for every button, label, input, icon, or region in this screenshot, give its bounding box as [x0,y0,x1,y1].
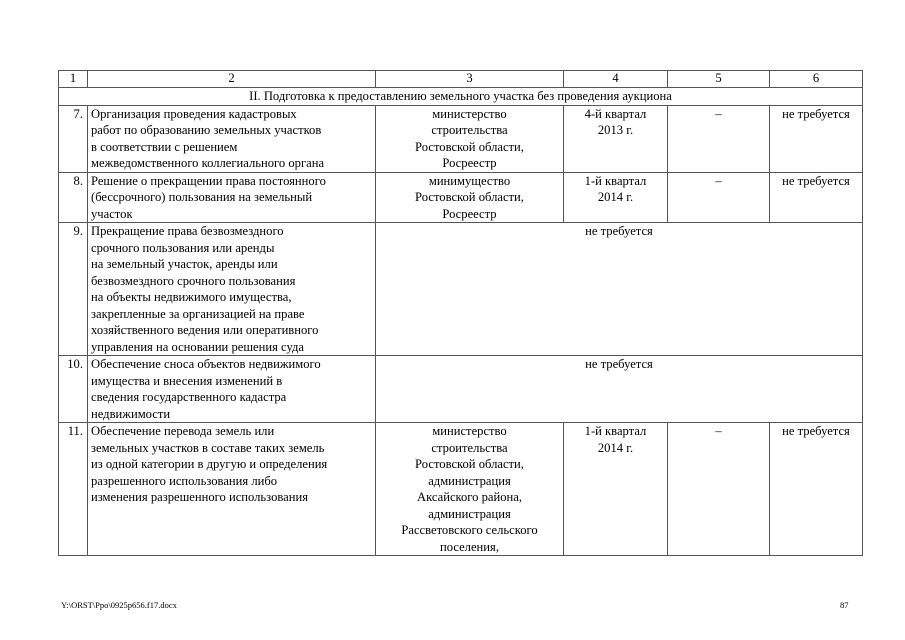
task-line: сведения государственного кадастра [91,390,287,404]
task-line: работ по образованию земельных участков [91,123,322,137]
col5-cell: – [668,105,770,172]
responsible-line: поселения, [440,539,499,554]
responsible-cell [376,423,564,556]
col6-cell: не требуется [770,172,863,223]
responsible-line: Росреестр [442,156,497,170]
merged-cell: не требуется [376,356,863,423]
task-line: в соответствии с решением [91,139,238,154]
responsible-line: администрация [428,506,511,521]
responsible-cell [376,105,564,172]
task-cell [88,105,376,172]
task-line: безвозмездного срочного пользования [91,273,296,288]
task-line: межведомственного коллегиального органа [91,156,325,170]
period-line: 2014 г. [597,190,634,204]
table-row [59,105,863,172]
row-number: 7. [59,105,88,172]
responsible-line: министерство [432,424,507,438]
task-cell [88,223,376,356]
task-line: Решение о прекращении права постоянного [91,173,326,188]
task-line: управления на основании решения суда [91,339,304,354]
table-row [59,356,863,423]
responsible-line: строительства [431,440,508,455]
responsible-line: Ростовской области, [415,190,524,204]
responsible-line: министерство [432,106,507,121]
row-number: 9. [59,223,88,356]
period-cell [564,172,668,223]
header-cell-1: 1 [59,71,88,88]
header-cell-6: 6 [770,71,863,88]
responsible-line: строительства [431,123,508,137]
table-row [59,172,863,223]
task-line: на объекты недвижимого имущества, [91,290,292,304]
header-cell-5: 5 [668,71,770,88]
header-row [59,71,863,88]
period-line: 2013 г. [597,123,634,137]
period-line: 1-й квартал [584,424,647,438]
row-number: 8. [59,172,88,223]
responsible-line: Ростовской области, [415,457,524,471]
merged-cell: не требуется [376,223,863,356]
task-line: (бессрочного) пользования на земельный [91,190,313,204]
task-line: закрепленные за организацией на праве [91,306,305,321]
task-cell [88,172,376,223]
col5-cell: – [668,423,770,556]
table-row [59,223,863,356]
page-number: 87 [840,600,849,610]
period-cell [564,423,668,556]
responsible-line: администрация [428,473,511,488]
header-cell-4: 4 [564,71,668,88]
period-line: 4-й квартал [584,106,647,121]
col6-cell: не требуется [770,423,863,556]
task-line: Обеспечение сноса объектов недвижимого [91,357,321,371]
responsible-line: Рассветовского сельского [401,523,538,537]
header-cell-2: 2 [88,71,376,88]
task-line: срочного пользования или аренды [91,240,275,255]
task-line: на земельный участок, аренды или [91,257,278,271]
header-cell-3: 3 [376,71,564,88]
period-line: 2014 г. [597,440,634,455]
task-line: недвижимости [91,406,171,421]
task-cell [88,356,376,423]
responsible-line: Росреестр [442,206,497,221]
period-cell [564,105,668,172]
task-line: Обеспечение перевода земель или [91,424,275,438]
responsible-line: минимущество [428,173,511,188]
task-line: изменения разрешенного использования [91,490,309,504]
period-line: 1-й квартал [584,173,647,188]
task-line: Прекращение права безвозмездного [91,224,284,238]
responsible-line: Ростовской области, [415,139,524,154]
section-row [59,88,863,106]
table-row [59,423,863,556]
col6-cell: не требуется [770,105,863,172]
section-title: II. Подготовка к предоставлению земельного участка без проведения аукциона [59,88,863,106]
col5-cell: – [668,172,770,223]
responsible-cell [376,172,564,223]
task-line: хозяйственного ведения или оперативного [91,323,319,337]
footer-file-path: Y:\ORST\Ppo\0925p656.f17.docx [61,600,177,610]
row-number: 10. [59,356,88,423]
task-line: участок [91,206,133,221]
task-line: разрешенного использования либо [91,473,278,488]
task-line: имущества и внесения изменений в [91,373,283,388]
document-table [58,70,863,556]
responsible-line: Аксайского района, [416,490,523,504]
task-cell [88,423,376,556]
task-line: земельных участков в составе таких земель [91,440,325,455]
row-number: 11. [59,423,88,556]
task-line: Организация проведения кадастровых [91,106,297,121]
task-line: из одной категории в другую и определения [91,457,328,471]
